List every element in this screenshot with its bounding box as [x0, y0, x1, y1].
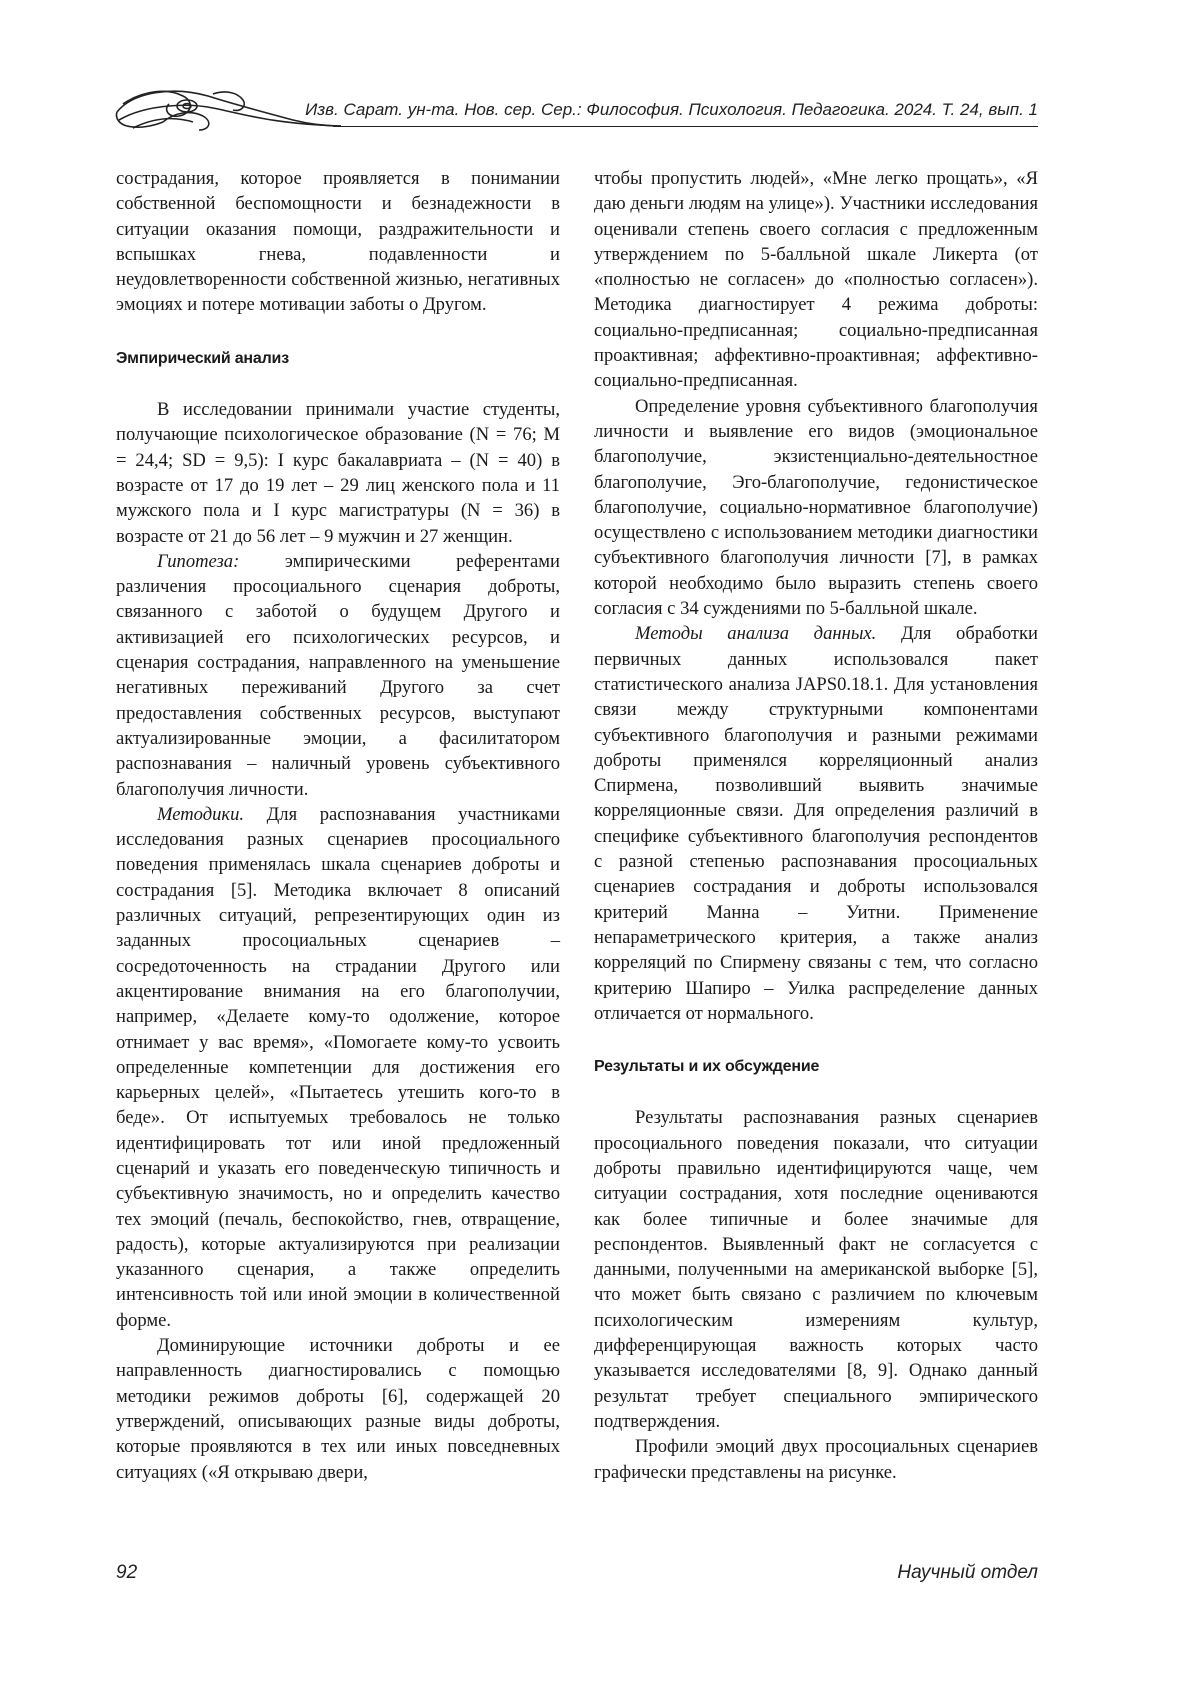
- paragraph: [116, 802, 560, 1333]
- hypothesis-lead: Гипотеза:: [157, 550, 240, 572]
- right-column: [594, 166, 1038, 1485]
- hypothesis-text: эмпирическими референтами различения просоциального сценария доброты, связанного с заботой о будущем Другого и активизацией его психологических ресурсов, и сценария сострадания, направленного на уменьшение негативных переживаний Другого за счет предоставления собственных ресурсов, выступают актуализированные эмоции, а фасилитатором распознавания – наличный уровень субъективного благополучия личности.: [116, 550, 560, 800]
- paragraph: Профили эмоций двух просоциальных сценариев графически представлены на рисунке.: [594, 1436, 1038, 1483]
- methods-lead: Методики.: [157, 803, 245, 825]
- paragraph: В исследовании принимали участие студенты, получающие психологическое образование (N = 76; M = 24,4; SD = 9,5): I курс бакалавриата – (N = 40) в возрасте от 17 до 19 лет – 29 лиц женского пола и 11 мужского пола и I курс магистратуры (N = 36) в возрасте от 21 до 56 лет – 9 мужчин и 27 женщин.: [116, 399, 560, 547]
- paragraph: [594, 621, 1038, 1026]
- section-heading-empirical: Эмпирический анализ: [116, 349, 289, 367]
- paragraph: сострадания, которое проявляется в понимании собственной беспомощности и безнадежности в ситуации оказания помощи, раздражительности и вспышках гнева, подавленности и неудовлетворенности собственной жизнью, негативных эмоциях и потере мотивации заботы о Другом.: [116, 168, 560, 316]
- left-column: [116, 166, 560, 1485]
- header-rule: [333, 126, 1038, 127]
- paragraph: Результаты распознавания разных сценариев просоциального поведения показали, что ситуации доброты правильно идентифицируются чаще, чем ситуации сострадания, хотя последние оцениваются как более типичные и более значимые для респондентов. Выявленный факт не согласуется с данными, полученными на американской выборке [5], что может быть связано с различием по ключевым психологическим измерениям культур, дифференцирующая важность которых часто указывается исследователями [8, 9]. Однако данный результат требует специального эмпирического подтверждения.: [594, 1107, 1038, 1432]
- paragraph: [116, 549, 560, 802]
- journal-citation: Изв. Сарат. ун-та. Нов. сер. Сер.: Философия. Психология. Педагогика. 2024. Т. 24, вып. 1: [305, 100, 1038, 119]
- analysis-text: Для обработки первичных данных использовался пакет статистического анализа JAPS0.18.1. Для установления связи между структурными компонентами субъективного благополучия и разными режимами доброты применялся корреляционный анализ Спирмена, позволивший выявить значимые корреляционные связи. Для определения различий в специфике субъективного благополучия респондентов с разной степенью распознавания просоциальных сценариев сострадания и доброты использовался критерий Манна – Уитни. Применение непараметрического критерия, а также анализ корреляций по Спирмену связаны с тем, что согласно критерию Шапиро – Уилка распределение данных отличается от нормального.: [594, 623, 1038, 1024]
- analysis-lead: Методы анализа данных.: [635, 623, 877, 645]
- section-heading-results: Результаты и их обсуждение: [594, 1058, 820, 1076]
- methods-text: Для распознавания участниками исследования разных сценариев просоциального поведения применялась шкала сценариев доброты и сострадания [5]. Методика включает 8 описаний различных ситуаций, репрезентирующих один из заданных просоциальных сценариев – сосредоточенность на страдании Другого или акцентирование внимания на его благополучии, например, «Делаете кому-то одолжение, которое отнимает у вас время», «Помогаете кому-то усвоить определенные компетенции для достижения его карьерных целей», «Пытаетесь утешить кого-то в беде». От испытуемых требовалось не только идентифицировать тот или иной предложенный сценарий и указать его поведенческую типичность и субъективную значимость, но и определить качество тех эмоций (печаль, беспокойство, гнев, отвращение, радость), которые актуализируются при реализации указанного сценария, а также определить интенсивность той или иной эмоции в количественной форме.: [116, 803, 560, 1331]
- section-name: Научный отдел: [897, 1562, 1038, 1583]
- page-number: 92: [116, 1562, 138, 1583]
- running-header: [113, 82, 1038, 134]
- paragraph: чтобы пропустить людей», «Мне легко прощать», «Я даю деньги людям на улице»). Участники исследования оценивали степень своего согласия с предложенным утверждением по 5-балльной шкале Ликерта (от «полностью не согласен» до «полностью согласен»). Методика диагностирует 4 режима доброты: социально-предписанная; социально-предписанная проактивная; аффективно-проактивная; аффективно-социально-предписанная.: [594, 168, 1038, 392]
- paragraph: Доминирующие источники доброты и ее направленность диагностировались с помощью методики режимов доброты [6], содержащей 20 утверждений, описывающих разные виды доброты, которые проявляются в тех или иных повседневных ситуациях («Я открываю двери,: [116, 1335, 560, 1483]
- paragraph: Определение уровня субъективного благополучия личности и выявление его видов (эмоциональное благополучие, экзистенциально-деятельностное благополучие, Эго-благополучие, гедонистическое благополучие, социально-нормативное благополучие) осуществлено с использованием методики диагностики субъективного благополучия личности [7], в рамках которой необходимо было выразить степень своего согласия с 34 суждениями по 5-балльной шкале.: [594, 395, 1038, 620]
